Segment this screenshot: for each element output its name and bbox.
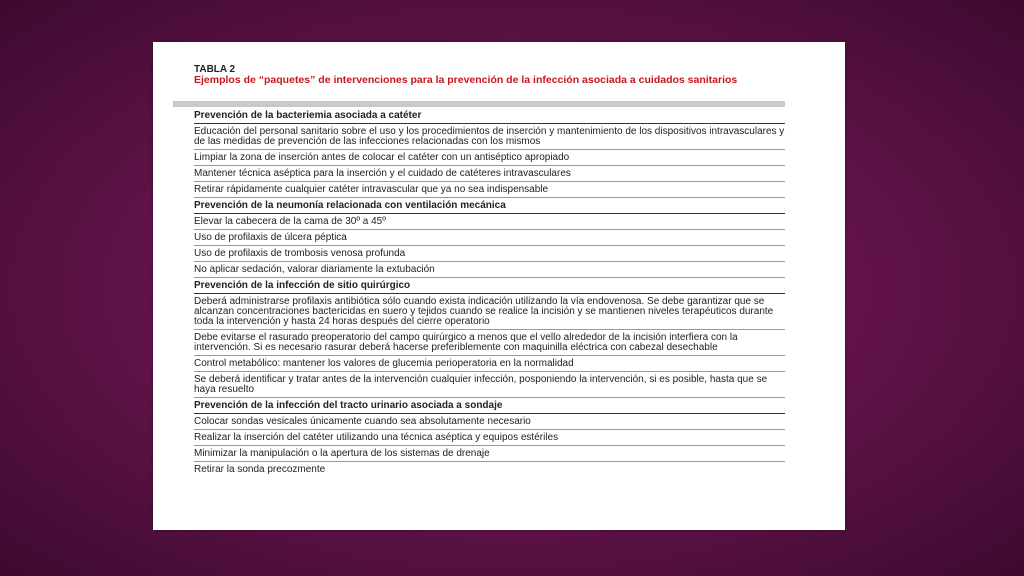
title-divider (173, 101, 785, 107)
table-label: TABLA 2 (194, 64, 236, 75)
table-row: Deberá administrarse profilaxis antibiótica sólo cuando exista indicación utilizando la vía endovenosa. Se debe garantizar que se alcanzan concentraciones bactericidas en suero y tejidos cuando se realice la incisión y se mantienen niveles terapéuticos durante toda la intervención y hasta 24 horas después del cierre operatorio (194, 294, 785, 330)
table-row: Realizar la inserción del catéter utilizando una técnica aséptica y equipos estériles (194, 430, 785, 446)
section-heading: Prevención de la neumonía relacionada con ventilación mecánica (194, 198, 785, 214)
table-title: Ejemplos de “paquetes” de intervenciones para la prevención de la infección asociada a cuidados sanitarios (194, 74, 738, 86)
table-row: No aplicar sedación, valorar diariamente la extubación (194, 262, 785, 278)
section-heading: Prevención de la infección de sitio quirúrgico (194, 278, 785, 294)
table-row: Limpiar la zona de inserción antes de colocar el catéter con un antiséptico apropiado (194, 150, 785, 166)
table-row: Colocar sondas vesicales únicamente cuando sea absolutamente necesario (194, 414, 785, 430)
slide-image (153, 42, 845, 530)
section-heading: Prevención de la bacteriemia asociada a catéter (194, 108, 785, 124)
table-row: Debe evitarse el rasurado preoperatorio del campo quirúrgico a menos que el vello alrededor de la incisión interfiera con la intervención. Si es necesario rasurar deberá hacerse preferiblemente con maquinilla eléctrica con cabezal desechable (194, 330, 785, 356)
table-row: Uso de profilaxis de úlcera péptica (194, 230, 785, 246)
table-row: Retirar la sonda precozmente (194, 464, 326, 475)
table-row: Mantener técnica aséptica para la inserción y el cuidado de catéteres intravasculares (194, 166, 785, 182)
table-row: Retirar rápidamente cualquier catéter intravascular que ya no sea indispensable (194, 182, 785, 198)
section-heading: Prevención de la infección del tracto urinario asociada a sondaje (194, 398, 785, 414)
table-row: Uso de profilaxis de trombosis venosa profunda (194, 246, 785, 262)
table-row: Control metabólico: mantener los valores de glucemia perioperatoria en la normalidad (194, 356, 785, 372)
table-row: Elevar la cabecera de la cama de 30º a 45º (194, 214, 785, 230)
table-row: Minimizar la manipulación o la apertura de los sistemas de drenaje (194, 446, 785, 462)
interventions-table (194, 108, 785, 477)
table-row: Se deberá identificar y tratar antes de la intervención cualquier infección, posponiendo la intervención, si es posible, hasta que se haya resuelto (194, 372, 785, 398)
table-row: Educación del personal sanitario sobre el uso y los procedimientos de inserción y mantenimiento de los dispositivos intravasculares y de las medidas de prevención de las infecciones relacionadas con los mismos (194, 124, 785, 150)
